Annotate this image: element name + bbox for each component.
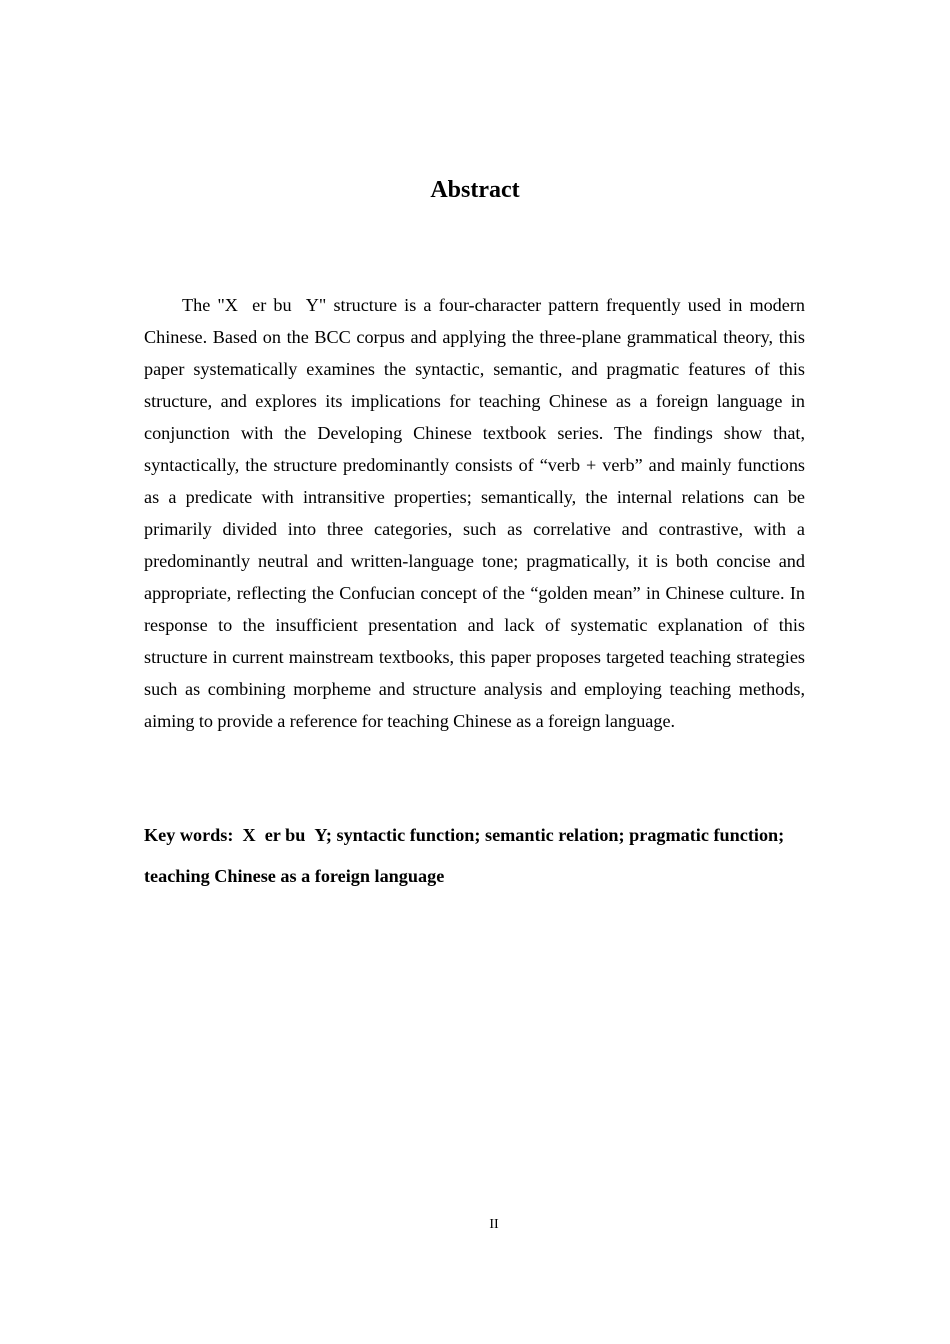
keywords-line: Key words: X er bu Y; syntactic function; semantic relation; pragmatic function; teaching Chinese as a foreign language [144, 825, 785, 886]
abstract-title: Abstract [430, 177, 520, 203]
page-number: II [489, 1217, 499, 1232]
abstract-paragraph: The "X er bu Y" structure is a four-character pattern frequently used in modern Chinese. Based on the BCC corpus and applying the three-plane grammatical theory, this paper systematically examines the syntactic, semantic, and pragmatic features of this structure, and explores its implications for teaching Chinese as a foreign language in conjunction with the Developing Chinese textbook series. The findings show that, syntactically, the structure predominantly consists of “verb + verb” and mainly functions as a predicate with intransitive properties; semantically, the internal relations can be primarily divided into three categories, such as correlative and contrastive, with a predominantly neutral and written-language tone; pragmatically, it is both concise and appropriate, reflecting the Confucian concept of the “golden mean” in Chinese culture. In response to the insufficient presentation and lack of systematic explanation of this structure in current mainstream textbooks, this paper proposes targeted teaching strategies such as combining morpheme and structure analysis and employing teaching methods, aiming to provide a reference for teaching Chinese as a foreign language. [144, 295, 805, 731]
